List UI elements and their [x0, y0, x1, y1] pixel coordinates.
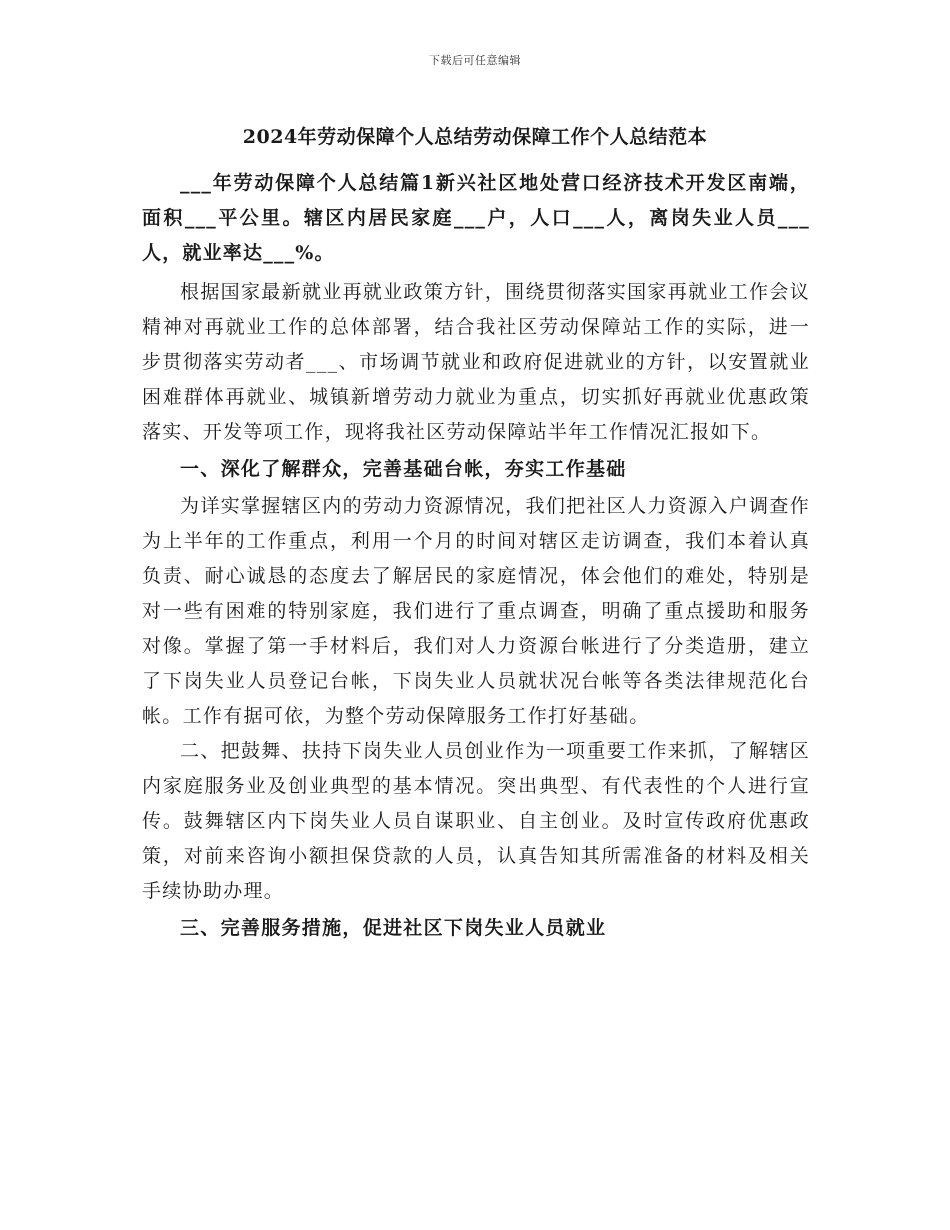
- section-1-paragraph: 为详实掌握辖区内的劳动力资源情况，我们把社区人力资源入户调查作为上半年的工作重点，利用一个月的时间对辖区走访调查，我们本着认真负责、耐心诚恳的态度去了解居民的家庭情况，体会他们的难处，特别是对一些有困难的特别家庭，我们进行了重点调查，明确了重点援助和服务对像。掌握了第一手材料后，我们对人力资源台帐进行了分类造册，建立了下岗失业人员登记台帐，下岗失业人员就状况台帐等各类法律规范化台帐。工作有据可依，为整个劳动保障服务工作打好基础。: [142, 495, 810, 727]
- lead-paragraph: ___年劳动保障个人总结篇1新兴社区地处营口经济技术开发区南端，面积___平公里。辖区内居民家庭___户，人口___人，离岗失业人员___人，就业率达___%。: [142, 172, 810, 264]
- document-title: 2024年劳动保障个人总结劳动保障工作个人总结范本: [242, 126, 708, 148]
- section-1-heading: 一、深化了解群众，完善基础台帐，夯实工作基础: [180, 458, 627, 480]
- intro-paragraph: 根据国家最新就业再就业政策方针，围绕贯彻落实国家再就业工作会议精神对再就业工作的总体部署，结合我社区劳动保障站工作的实际，进一步贯彻落实劳动者___、市场调节就业和政府促进就业的方针，以安置就业困难群体再就业、城镇新增劳动力就业为重点，切实抓好再就业优惠政策落实、开发等项工作，现将我社区劳动保障站半年工作情况汇报如下。: [142, 281, 810, 443]
- section-3-heading: 三、完善服务措施，促进社区下岗失业人员就业: [180, 917, 607, 939]
- download-note: 下载后可任意编辑: [429, 54, 521, 67]
- document-body: [142, 166, 810, 948]
- section-2-paragraph: 二、把鼓舞、扶持下岗失业人员创业作为一项重要工作来抓，了解辖区内家庭服务业及创业典型的基本情况。突出典型、有代表性的个人进行宣传。鼓舞辖区内下岗失业人员自谋职业、自主创业。及时宣传政府优惠政策，对前来咨询小额担保贷款的人员，认真告知其所需准备的材料及相关手续协助办理。: [142, 740, 810, 902]
